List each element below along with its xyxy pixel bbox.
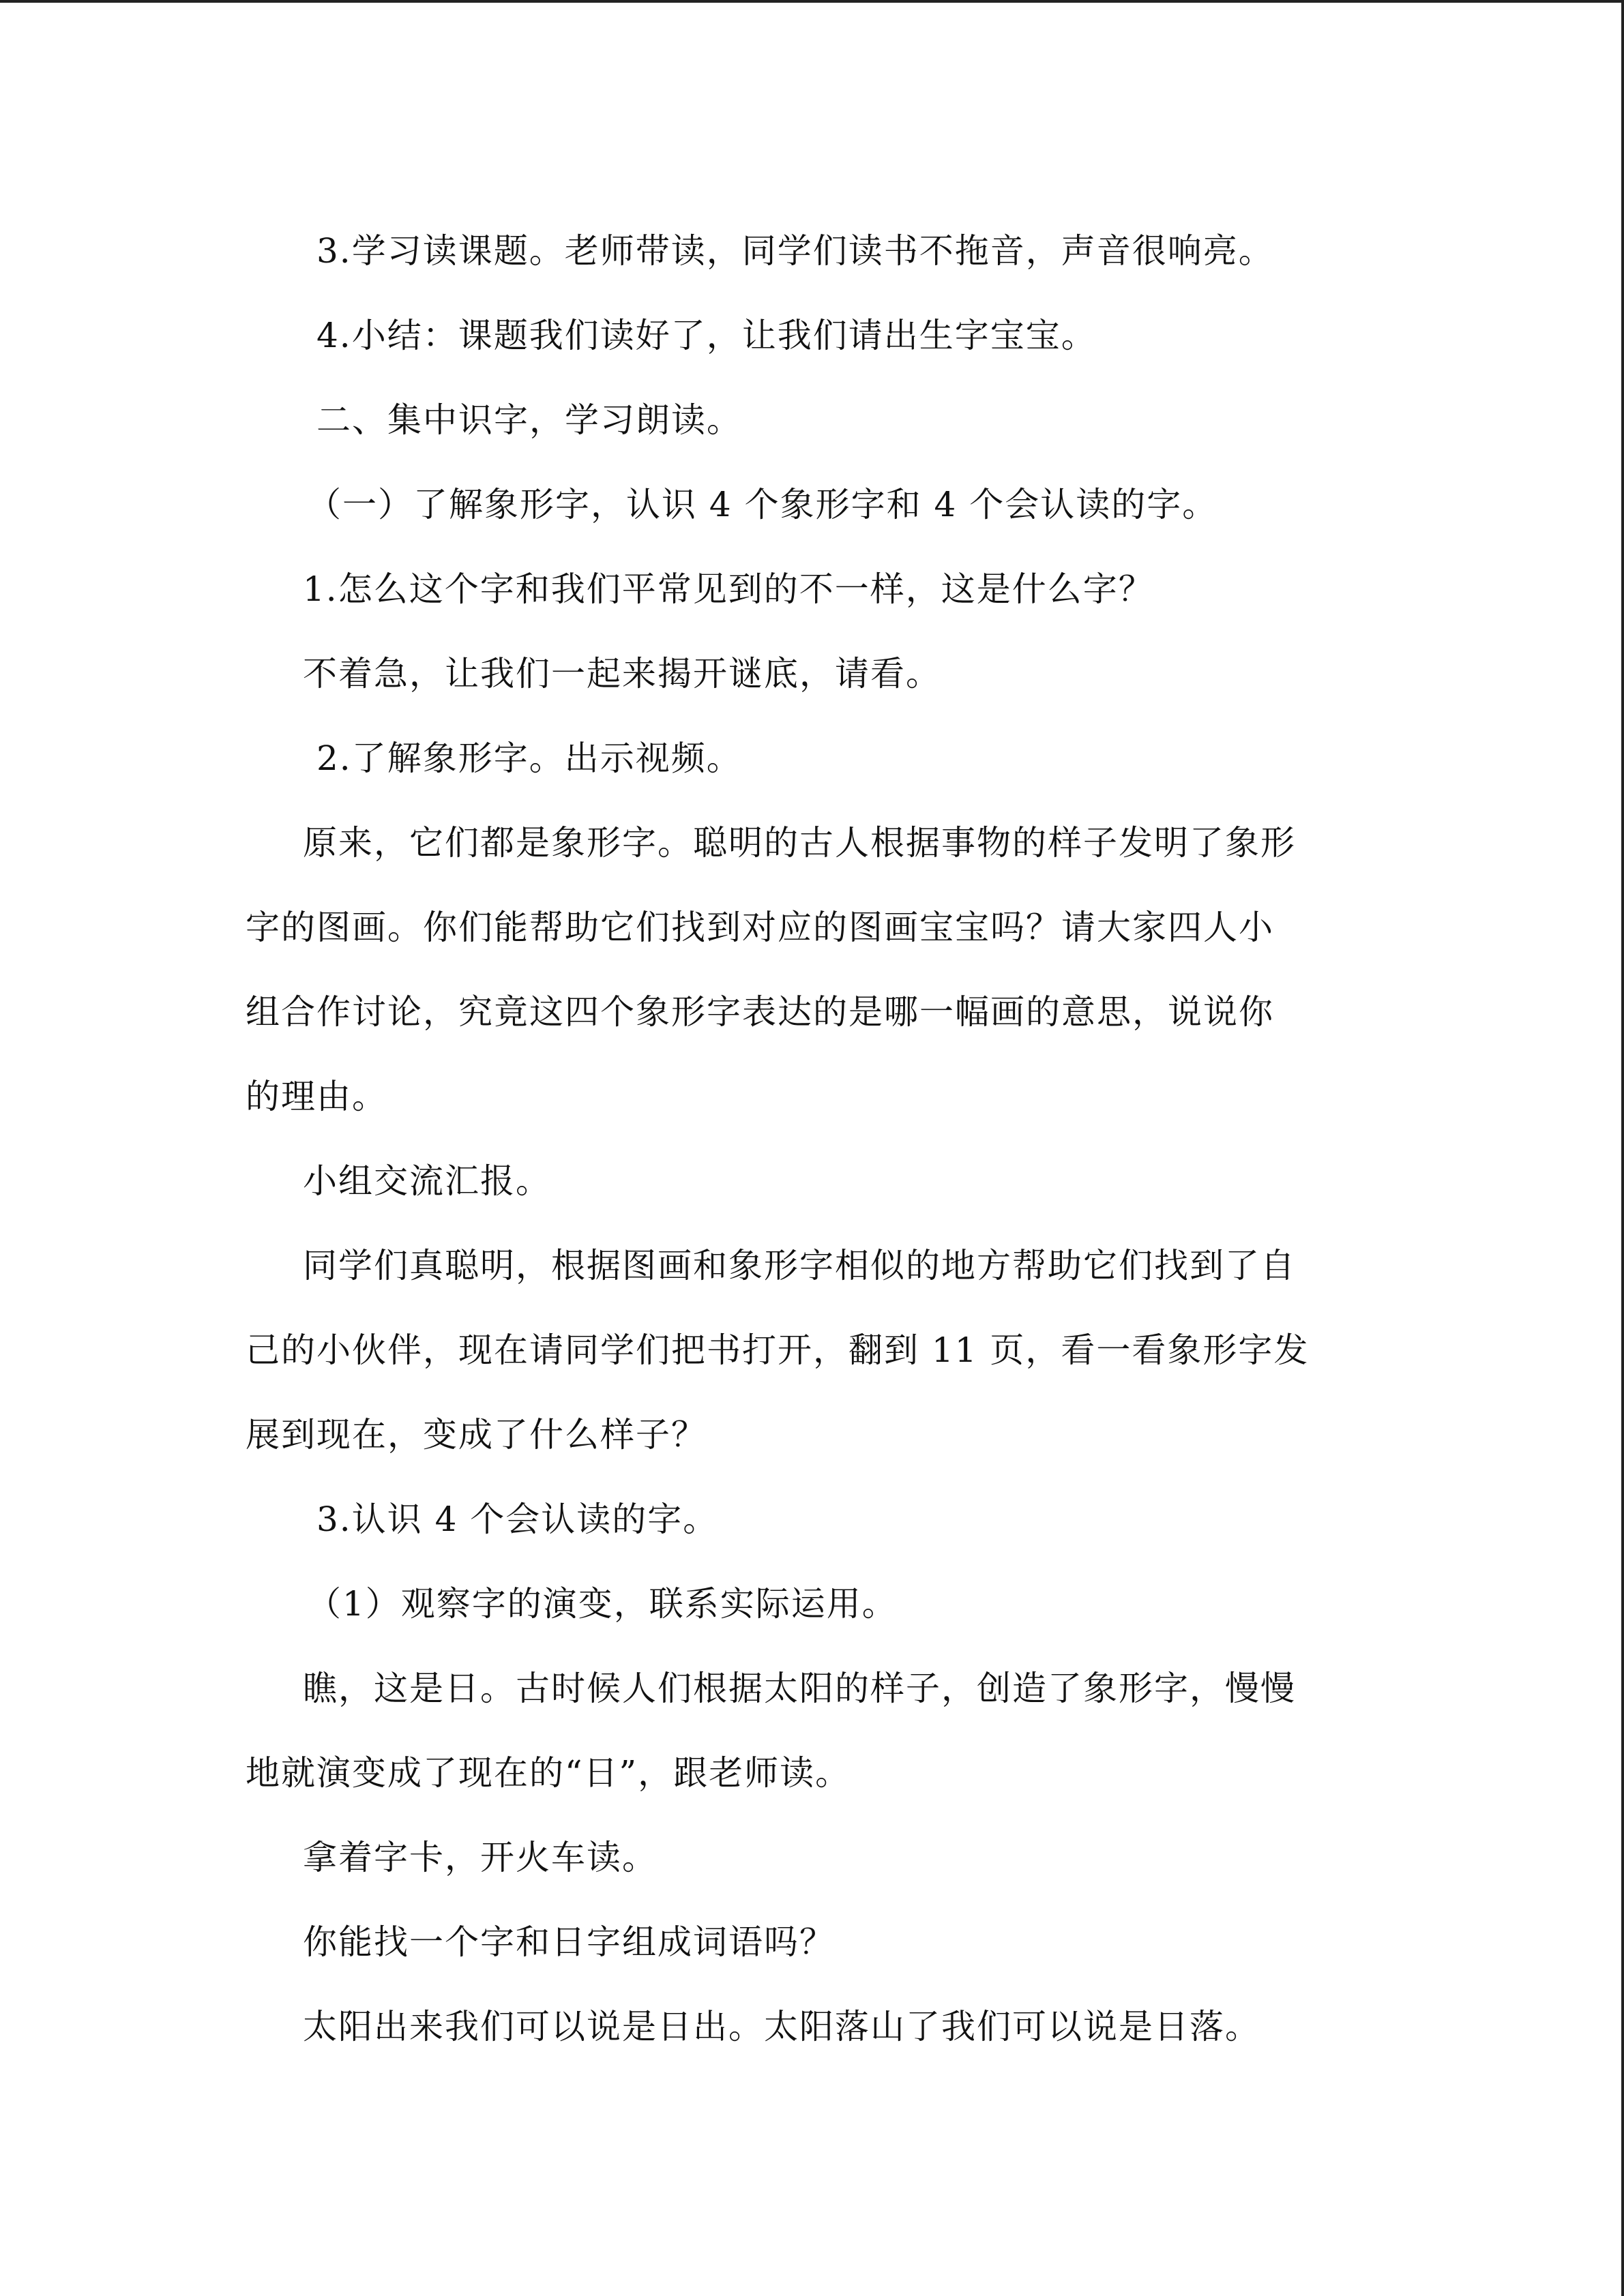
paragraph-line: 组合作讨论，究竟这四个象形字表达的是哪一幅画的意思，说说你: [246, 992, 1274, 1032]
subsection-heading: （1）观察字的演变，联系实际运用。: [307, 1584, 898, 1624]
paragraph-line: 瞧，这是日。古时候人们根据太阳的样子，创造了象形字，慢慢: [303, 1669, 1296, 1708]
paragraph-line: 不着急，让我们一起来揭开谜底，请看。: [303, 654, 941, 694]
page-top-border: [0, 0, 1624, 3]
paragraph-line: 太阳出来我们可以说是日出。太阳落山了我们可以说是日落。: [303, 2007, 1260, 2046]
paragraph-line: 2.了解象形字。出示视频。: [316, 739, 742, 778]
paragraph-line: 的理由。: [246, 1077, 387, 1116]
paragraph-line: 己的小伙伴，现在请同学们把书打开，翻到 11 页，看一看象形字发: [246, 1330, 1310, 1370]
subsection-heading: （一）了解象形字，认识 4 个象形字和 4 个会认读的字。: [307, 485, 1218, 524]
document-body: [246, 209, 1378, 2069]
paragraph-line: 字的图画。你们能帮助它们找到对应的图画宝宝吗？请大家四人小: [246, 908, 1274, 947]
paragraph-line: 同学们真聪明，根据图画和象形字相似的地方帮助它们找到了自: [303, 1246, 1296, 1285]
paragraph-line: 3.认识 4 个会认读的字。: [316, 1500, 719, 1539]
paragraph-line: 拿着字卡，开火车读。: [303, 1838, 658, 1877]
paragraph-line: 1.怎么这个字和我们平常见到的不一样，这是什么字？: [303, 569, 1154, 609]
paragraph-line: 原来，它们都是象形字。聪明的古人根据事物的样子发明了象形: [303, 823, 1296, 863]
paragraph-line: 地就演变成了现在的“日”，跟老师读。: [246, 1753, 851, 1793]
paragraph-line: 3.学习读课题。老师带读，同学们读书不拖音，声音很响亮。: [316, 231, 1274, 271]
paragraph-line: 展到现在，变成了什么样子？: [246, 1415, 707, 1455]
paragraph-line: 小组交流汇报。: [303, 1161, 551, 1201]
page-right-border: [1621, 0, 1624, 2296]
paragraph-line: 你能找一个字和日字组成词语吗？: [303, 1922, 835, 1962]
section-heading: 二、集中识字，学习朗读。: [316, 400, 742, 440]
paragraph-line: 4.小结：课题我们读好了，让我们请出生字宝宝。: [316, 316, 1097, 355]
